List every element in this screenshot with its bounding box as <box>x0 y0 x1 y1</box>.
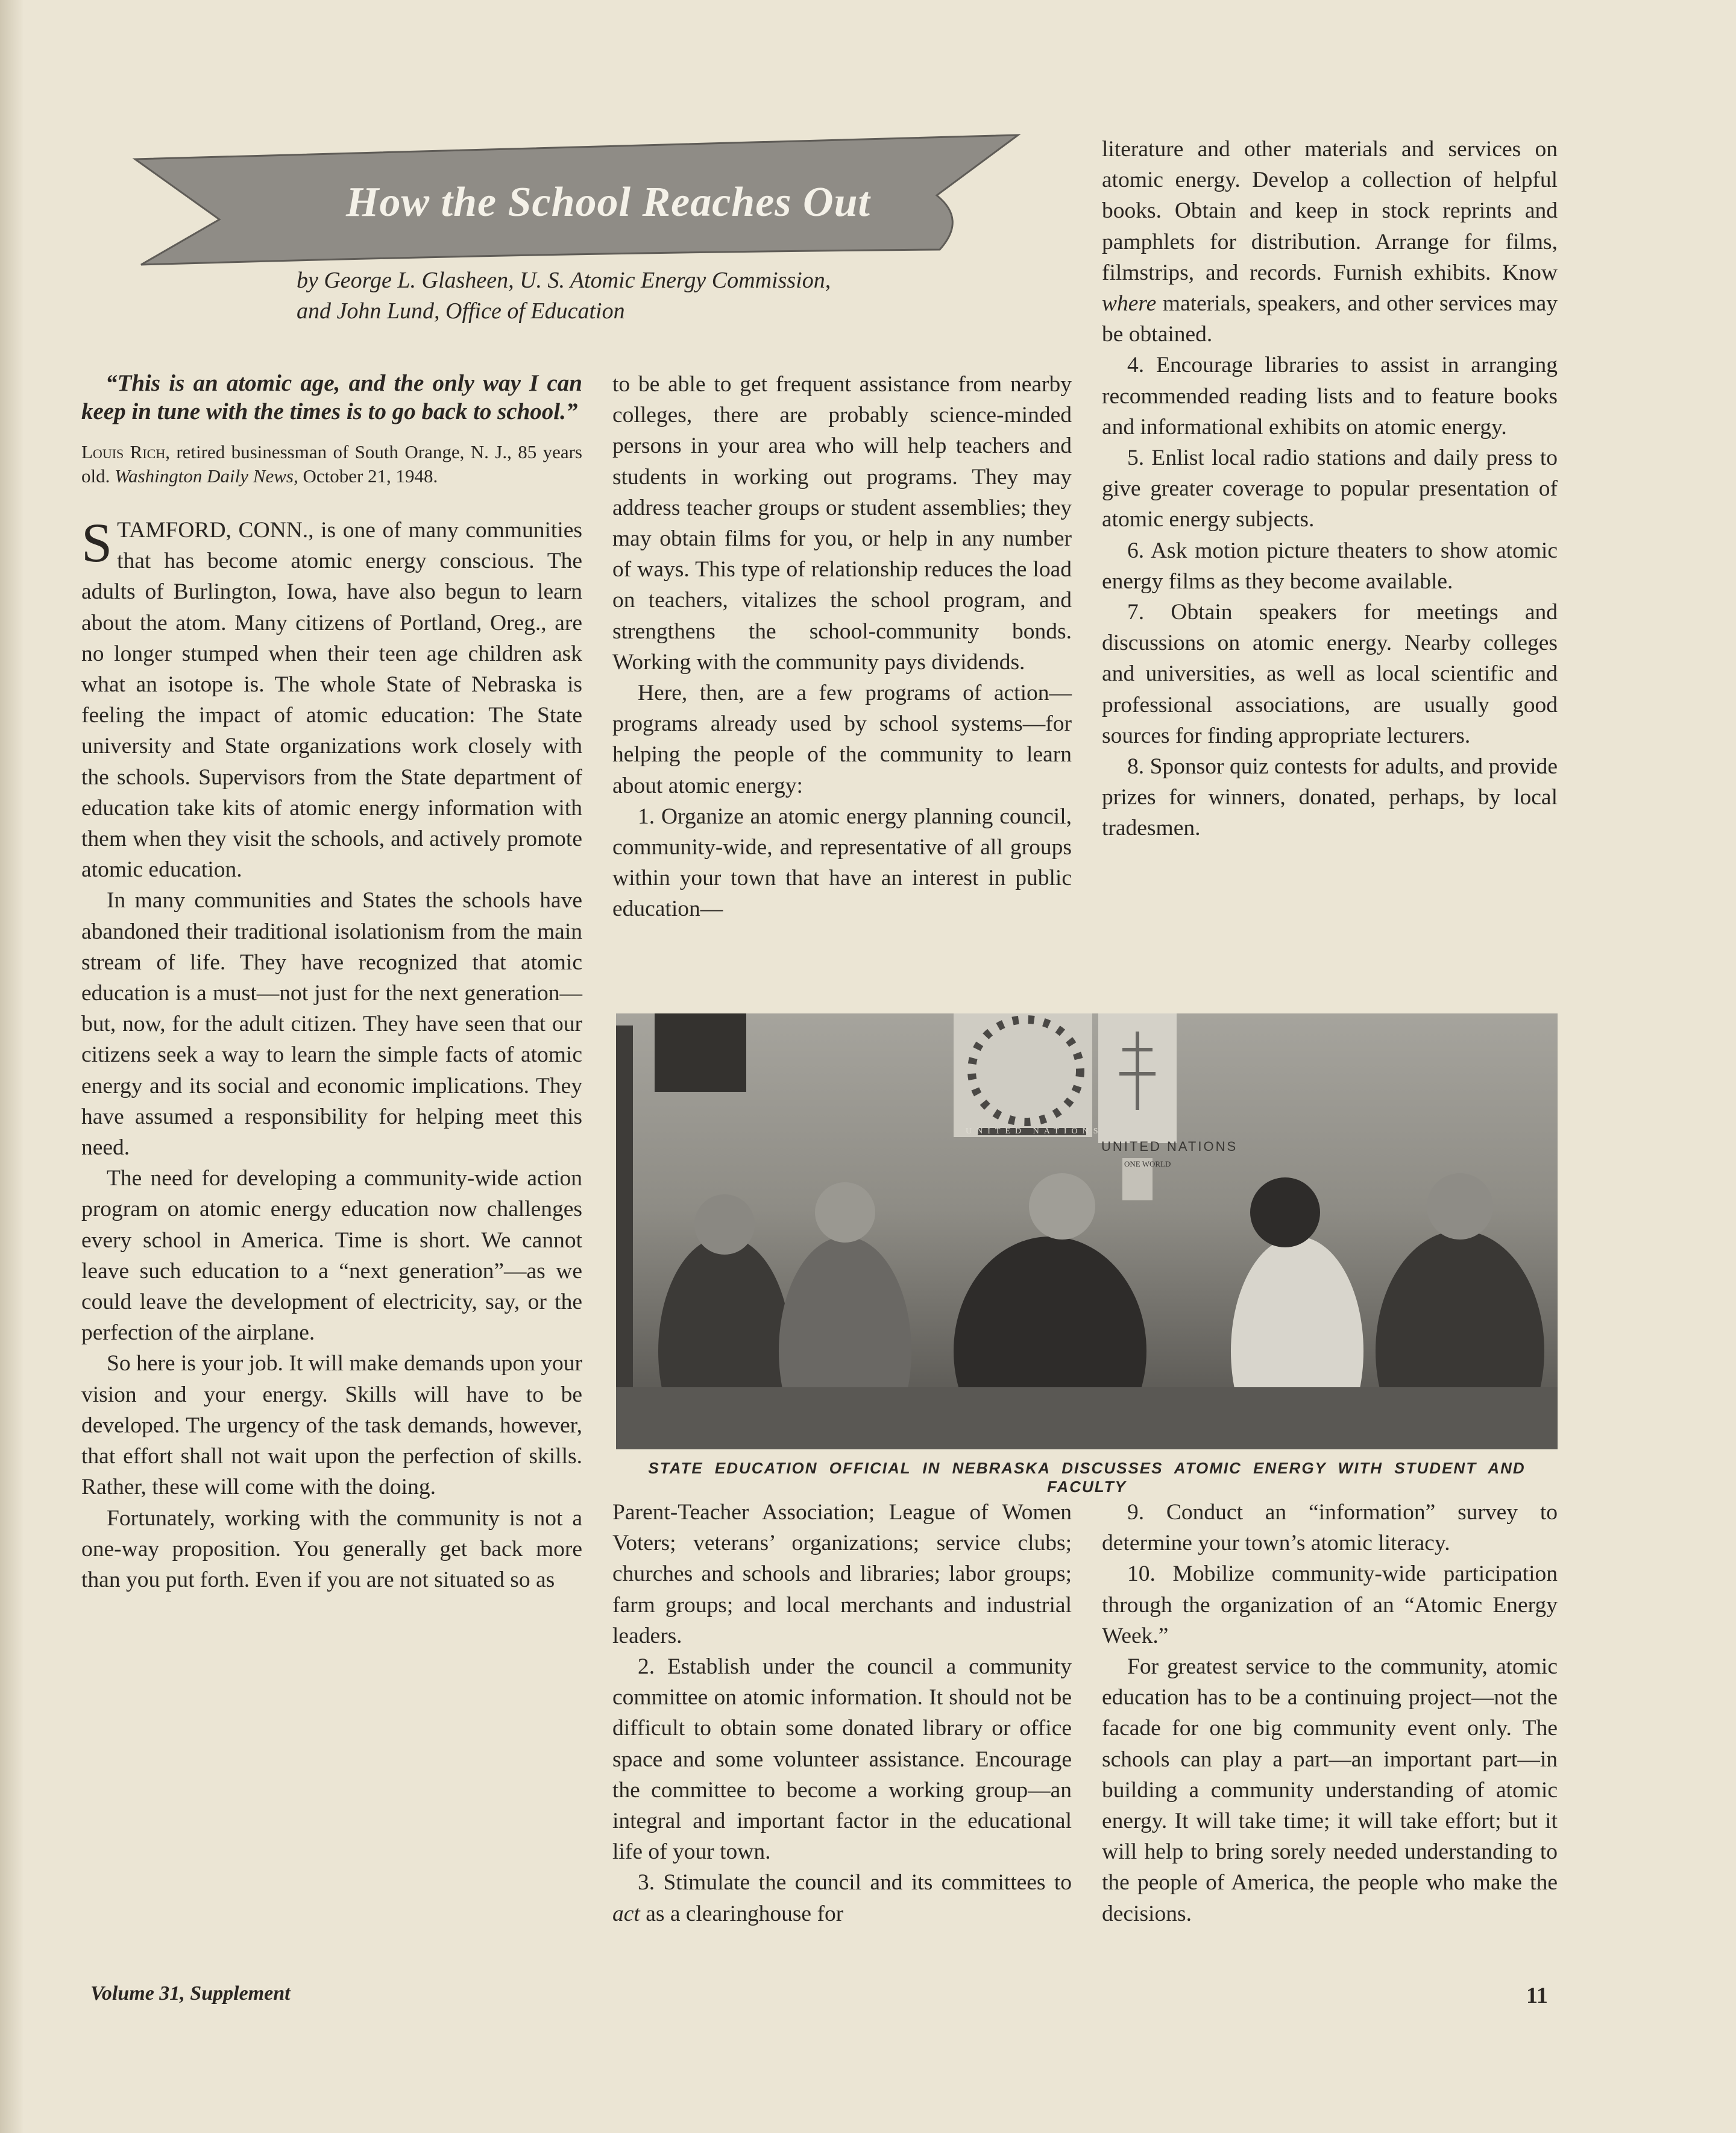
byline-line-2: and John Lund, Office of Education <box>297 298 625 324</box>
paragraph: For greatest service to the community, atomic education has to be a continuing project—not the facade for one big community event only. The schools can play a part—an important part—in building a community understanding of atomic energy. It will take time; it will take effort; but it will help to bring sorely needed understanding to the people of America, the people who make the decisions. <box>1102 1654 1558 1926</box>
emphasis: act <box>612 1901 640 1926</box>
paragraph: to be able to get frequent assistance from nearby colleges, there are probably science-minded persons in your area who will help teachers and students in working out programs. They may address teacher groups or student assemblies; they may obtain films for you, or help in any number of ways. This type of relationship reduces the load on teachers, vitalizes the school program, and strengthens the school-community bonds. Working with the community pays dividends. <box>612 372 1072 675</box>
emphasis: where <box>1102 291 1157 317</box>
paragraph: The need for developing a community-wide action program on atomic energy education now challenges every school in America. Time is short. We cannot leave such education to a “next generation”—as we could leave the development of electricity, say, or the perfection of the airplane. <box>81 1166 582 1346</box>
photograph <box>616 1013 1558 1449</box>
epigraph-author: Louis Rich <box>81 441 166 462</box>
text: materials, speakers, and other services may be obtained. <box>1102 291 1558 347</box>
list-item: 6. Ask motion picture theaters to show atomic energy films as they become available. <box>1102 538 1558 594</box>
poster-text: UNITED NATIONS <box>966 1127 1103 1136</box>
left-column <box>81 369 582 1595</box>
page-spine-shadow <box>0 0 24 2133</box>
text: as a clearinghouse for <box>640 1901 844 1926</box>
text: 3. Stimulate the council and its committees to <box>638 1870 1072 1895</box>
paragraph: Fortunately, working with the community is not a one-way proposition. You generally get back more than you put forth. Even if you are not situated so as <box>81 1505 582 1592</box>
list-item: 10. Mobilize community-wide participation through the organization of an “Atomic Energy Week.” <box>1102 1561 1558 1648</box>
text: literature and other materials and services on atomic energy. Develop a collection of helpful books. Obtain and keep in stock reprints and pamphlets for distribution. Arrange for films, filmstrips, and records. Furnish exhibits. Know <box>1102 137 1558 285</box>
list-item: 4. Encourage libraries to assist in arranging recommended reading lists and to feature books and informational exhibits on atomic energy. <box>1102 353 1558 440</box>
epigraph-attribution <box>81 440 582 488</box>
poster-text: UNITED NATIONS <box>1101 1139 1238 1154</box>
byline <box>297 265 972 327</box>
photo-caption: STATE EDUCATION OFFICIAL IN NEBRASKA DISCUSSES ATOMIC ENERGY WITH STUDENT AND FACULTY <box>648 1459 1526 1496</box>
paragraph: Parent-Teacher Association; League of Women Voters; veterans’ organizations; service clubs; churches and schools and libraries; labor groups; farm groups; and local merchants and industrial leaders. <box>612 1500 1072 1648</box>
drop-cap: S <box>81 512 113 573</box>
right-column-top <box>1102 134 1558 844</box>
list-item: 8. Sponsor quiz contests for adults, and provide prizes for winners, donated, perhaps, by local tradesmen. <box>1102 754 1558 841</box>
middle-column-top <box>612 369 1072 925</box>
title-banner <box>129 129 1021 274</box>
epigraph-author-desc: , retired businessman of South Orange, N. J., 85 years old. <box>81 441 582 487</box>
byline-line-1: by George L. Glasheen, U. S. Atomic Energy Commission, <box>297 268 831 293</box>
paragraph <box>1102 134 1558 350</box>
middle-column-bottom <box>612 1497 1072 1929</box>
list-item <box>612 1867 1072 1929</box>
volume-label: Volume 31, Supplement <box>90 1982 291 2005</box>
epigraph-quote: “This is an atomic age, and the only way I can keep in tune with the times is to go back to school.” <box>81 370 582 424</box>
photo-scene <box>616 1013 1558 1449</box>
paragraph: So here is your job. It will make demands upon your vision and your energy. Skills will have to be developed. The urgency of the task demands, however, that effort shall not wait upon the perfection of skills. Rather, these will come with the doing. <box>81 1351 582 1500</box>
list-item: 1. Organize an atomic energy planning council, community-wide, and representative of all groups within your town that have an interest in public education— <box>612 804 1072 922</box>
article-title: How the School Reaches Out <box>346 179 870 225</box>
epigraph-date: October 21, 1948. <box>303 465 438 487</box>
lead-text: TAMFORD, CONN., is one of many communities that has become atomic energy conscious. The adults of Burlington, Iowa, have also begun to learn about the atom. Many citizens of Portland, Oreg., are no longer stumped when their teen age children ask what an isotope is. The whole State of Nebraska is feeling the impact of atomic education: The State university and State organizations work closely with the schools. Supervisors from the State department of education take kits of atomic energy information with them when they visit the schools, and actively promote atomic education. <box>81 518 582 883</box>
page-number: 11 <box>1526 1983 1548 2008</box>
list-item: 2. Establish under the council a community committee on atomic information. It should not be difficult to obtain some donated library or office space and some volunteer assistance. Encourage the committee to become a working group—an integral and important factor in the educational life of your town. <box>612 1654 1072 1865</box>
right-column-bottom <box>1102 1497 1558 1929</box>
lead-paragraph <box>81 512 582 885</box>
list-item: 5. Enlist local radio stations and daily press to give greater coverage to popular presentation of atomic energy subjects. <box>1102 446 1558 532</box>
poster-text: ONE WORLD <box>1124 1159 1171 1168</box>
epigraph-source: Washington Daily News, <box>115 465 298 487</box>
paragraph: In many communities and States the schools have abandoned their traditional isolationism from the main stream of life. They have recognized that atomic education is a must—not just for the next generation—but, now, for the adult citizen. They have seen that our citizens seek a way to learn the simple facts of atomic energy and its social and economic implications. They have assumed a responsibility for helping meet this need. <box>81 888 582 1161</box>
list-item: 7. Obtain speakers for meetings and discussions on atomic energy. Nearby colleges and universities, as well as local scientific and professional associations, are usually good sources for finding appropriate lecturers. <box>1102 600 1558 748</box>
list-item: 9. Conduct an “information” survey to determine your town’s atomic literacy. <box>1102 1500 1558 1556</box>
paragraph: Here, then, are a few programs of action—programs already used by school systems—for helping the people of the community to learn about atomic energy: <box>612 681 1072 798</box>
